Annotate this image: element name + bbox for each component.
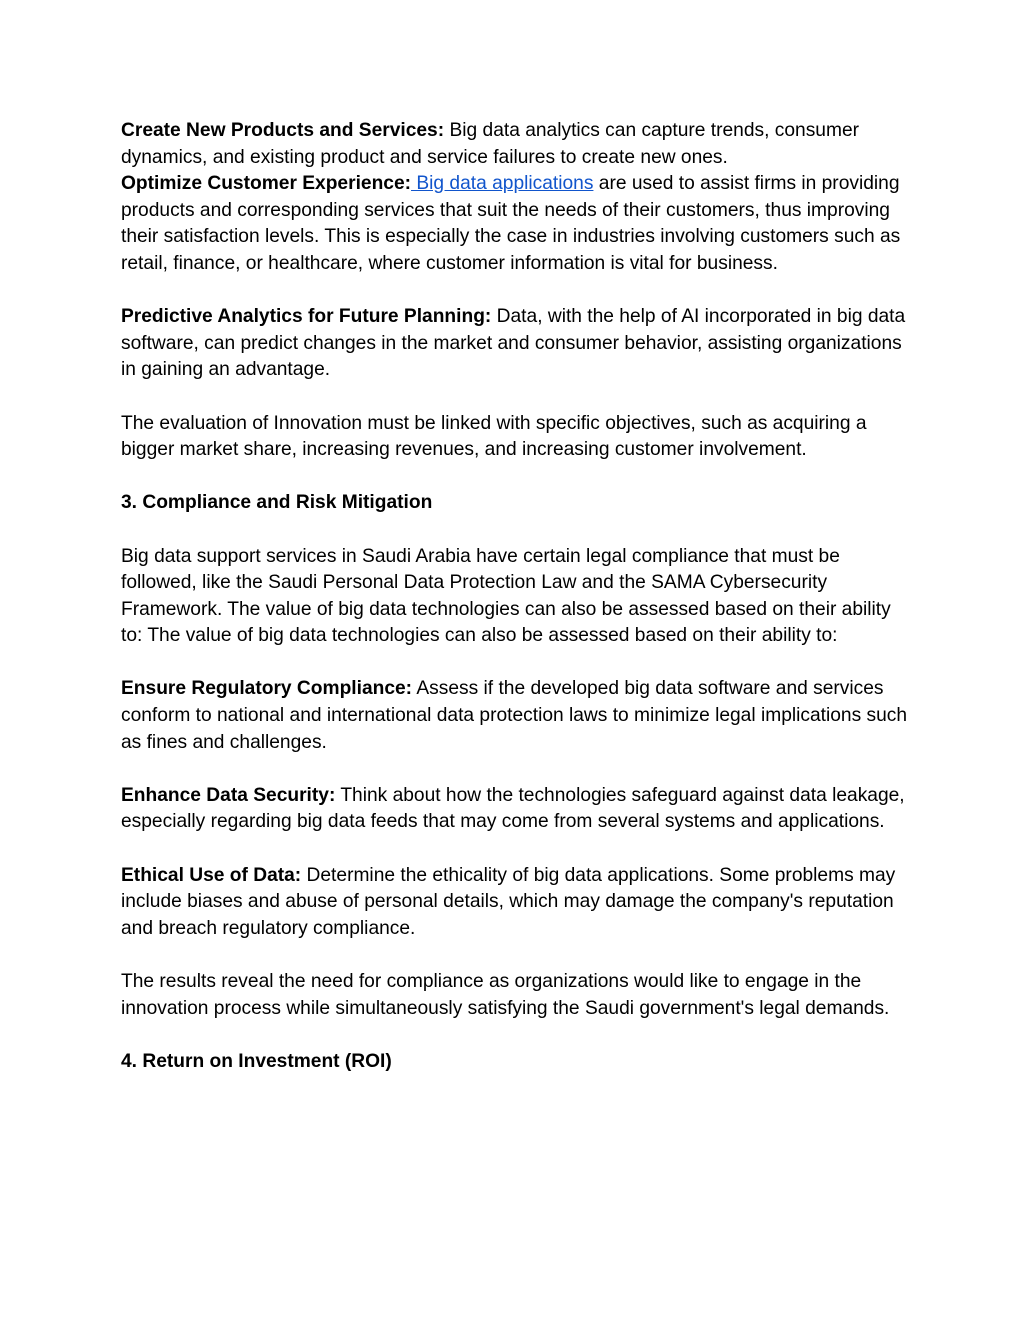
paragraph-text: Data, with the help of AI incorporated in big data software, can predict changes in the market and consumer behavior, assisting organizations in gaining an advantage. bbox=[121, 306, 906, 381]
spacer bbox=[121, 650, 911, 677]
paragraph-label: Enhance Data Security: bbox=[121, 784, 336, 806]
spacer bbox=[121, 464, 911, 491]
paragraph-text: Determine the ethicality of big data applications. Some problems may include biases and abuse of personal details, which may damage the company's reputation and breach regulatory compliance. bbox=[121, 864, 896, 939]
paragraph-create-new-products bbox=[121, 118, 911, 171]
paragraph-label: Optimize Customer Experience: bbox=[121, 173, 412, 195]
paragraph-text: Assess if the developed big data software and services conform to national and international data protection laws to minimize legal implications such as fines and challenges. bbox=[121, 678, 908, 753]
spacer bbox=[121, 942, 911, 969]
big-data-applications-link[interactable]: Big data applications bbox=[411, 173, 594, 195]
paragraph-ensure-regulatory-compliance bbox=[121, 676, 911, 756]
paragraph-label: Create New Products and Services: bbox=[121, 120, 445, 141]
spacer bbox=[121, 836, 911, 863]
paragraph-results-reveal: The results reveal the need for compliance as organizations would like to engage in the innovation process while simultaneously satisfying the Saudi government's legal demands. bbox=[121, 971, 890, 1019]
paragraph-optimize-customer-experience bbox=[121, 171, 911, 277]
spacer bbox=[121, 517, 911, 544]
spacer bbox=[121, 1022, 911, 1049]
paragraph-text: are used to assist firms in providing products and corresponding services that suit the needs of their customers, thus improving their satisfaction levels. This is especially the case in industries involving customers such as retail, finance, or healthcare, where customer information is vital for business. bbox=[121, 173, 901, 274]
spacer bbox=[121, 384, 911, 411]
paragraph-ethical-use-of-data bbox=[121, 863, 911, 943]
paragraph-label: Predictive Analytics for Future Planning: bbox=[121, 306, 492, 328]
paragraph-text: Big data analytics can capture trends, consumer dynamics, and existing product and service failures to create new ones. bbox=[121, 120, 860, 168]
paragraph-enhance-data-security bbox=[121, 783, 911, 836]
section-heading-roi: 4. Return on Investment (ROI) bbox=[121, 1050, 392, 1072]
paragraph-predictive-analytics bbox=[121, 304, 911, 384]
paragraph-big-data-support-services: Big data support services in Saudi Arabia have certain legal compliance that must be followed, like the Saudi Personal Data Protection Law and the SAMA Cybersecurity Framework. The value of big data technologies can also be assessed based on their ability to: The value of big data technologies can also be assessed based on their ability to: bbox=[121, 545, 891, 647]
paragraph-text: Think about how the technologies safeguard against data leakage, especially regarding big data feeds that may come from several systems and applications. bbox=[121, 784, 905, 833]
spacer bbox=[121, 278, 911, 305]
spacer bbox=[121, 756, 911, 783]
document-page bbox=[121, 118, 911, 1075]
paragraph-evaluation-of-innovation: The evaluation of Innovation must be linked with specific objectives, such as acquiring a bigger market share, increasing revenues, and increasing customer involvement. bbox=[121, 412, 867, 461]
paragraph-label: Ensure Regulatory Compliance: bbox=[121, 678, 413, 700]
section-heading-compliance: 3. Compliance and Risk Mitigation bbox=[121, 492, 433, 514]
paragraph-label: Ethical Use of Data: bbox=[121, 864, 302, 886]
